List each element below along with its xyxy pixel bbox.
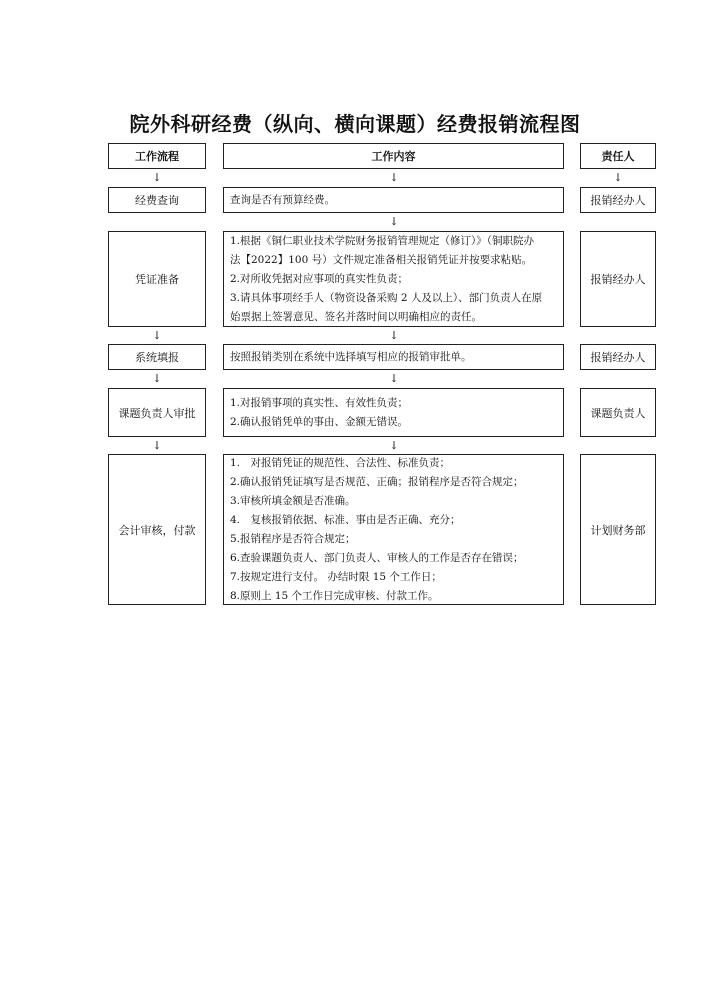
content-line: 6.查验课题负责人、部门负责人、审核人的工作是否存在错误； bbox=[230, 551, 524, 564]
content-line: 3.请具体事项经手人（物资设备采购 2 人及以上）、部门负责人在原 bbox=[230, 291, 543, 304]
arrow-down-icon: ↓ bbox=[389, 171, 399, 184]
content-line: 4. 复核报销依据、标准、事由是否正确、充分； bbox=[230, 513, 461, 526]
step-responsible-pi-approval: 课题负责人 bbox=[580, 388, 656, 437]
step-content-expense-query bbox=[223, 187, 564, 213]
step-content-voucher-prep bbox=[223, 231, 564, 327]
step-flow-system-entry: 系统填报 bbox=[108, 344, 206, 370]
step-responsible-voucher-prep: 报销经办人 bbox=[580, 231, 656, 327]
page-title: 院外科研经费（纵向、横向课题）经费报销流程图 bbox=[129, 112, 581, 136]
content-line: 1.对报销事项的真实性、有效性负责； bbox=[230, 396, 409, 409]
arrow-down-icon: ↓ bbox=[389, 439, 399, 452]
arrow-down-icon: ↓ bbox=[389, 329, 399, 342]
content-line: 3.审核所填金额是否准确。 bbox=[230, 494, 356, 507]
content-line: 8.原则上 15 个工作日完成审核、付款工作。 bbox=[230, 589, 439, 602]
step-responsible-system-entry: 报销经办人 bbox=[580, 344, 656, 370]
step-flow-pi-approval: 课题负责人审批 bbox=[108, 388, 206, 437]
step-flow-expense-query: 经费查询 bbox=[108, 187, 206, 213]
header-flow: 工作流程 bbox=[108, 143, 206, 169]
content-line: 法【2022】100 号）文件规定准备相关报销凭证并按要求粘贴。 bbox=[230, 253, 533, 266]
arrow-down-icon: ↓ bbox=[152, 439, 162, 452]
content-line: 查询是否有预算经费。 bbox=[230, 193, 335, 206]
step-content-pi-approval bbox=[223, 388, 564, 437]
content-line: 2.确认报销凭单的事由、金额无错误。 bbox=[230, 415, 409, 428]
step-content-accounting-review bbox=[223, 454, 564, 605]
arrow-down-icon: ↓ bbox=[613, 171, 623, 184]
arrow-down-icon: ↓ bbox=[389, 215, 399, 228]
step-responsible-accounting-review: 计划财务部 bbox=[580, 454, 656, 605]
content-line: 1. 对报销凭证的规范性、合法性、标准负责； bbox=[230, 456, 451, 469]
arrow-down-icon: ↓ bbox=[152, 329, 162, 342]
content-line: 按照报销类别在系统中选择填写相应的报销审批单。 bbox=[230, 350, 472, 363]
content-line: 5.报销程序是否符合规定； bbox=[230, 532, 356, 545]
content-line: 始票据上签署意见、签名并落时间以明确相应的责任。 bbox=[230, 310, 482, 323]
step-flow-accounting-review: 会计审核，付款 bbox=[108, 454, 206, 605]
arrow-down-icon: ↓ bbox=[389, 372, 399, 385]
header-content: 工作内容 bbox=[223, 143, 564, 169]
step-content-system-entry bbox=[223, 344, 564, 370]
step-flow-voucher-prep: 凭证准备 bbox=[108, 231, 206, 327]
content-line: 1.根据《铜仁职业技术学院财务报销管理规定（修订）》（铜职院办 bbox=[230, 234, 535, 247]
arrow-down-icon: ↓ bbox=[152, 372, 162, 385]
content-line: 7.按规定进行支付。 办结时限 15 个工作日； bbox=[230, 570, 442, 583]
content-line: 2.确认报销凭证填写是否规范、正确；报销程序是否符合规定； bbox=[230, 475, 524, 488]
arrow-down-icon: ↓ bbox=[152, 171, 162, 184]
content-line: 2.对所收凭据对应事项的真实性负责； bbox=[230, 272, 409, 285]
step-responsible-expense-query: 报销经办人 bbox=[580, 187, 656, 213]
header-responsible: 责任人 bbox=[580, 143, 656, 169]
